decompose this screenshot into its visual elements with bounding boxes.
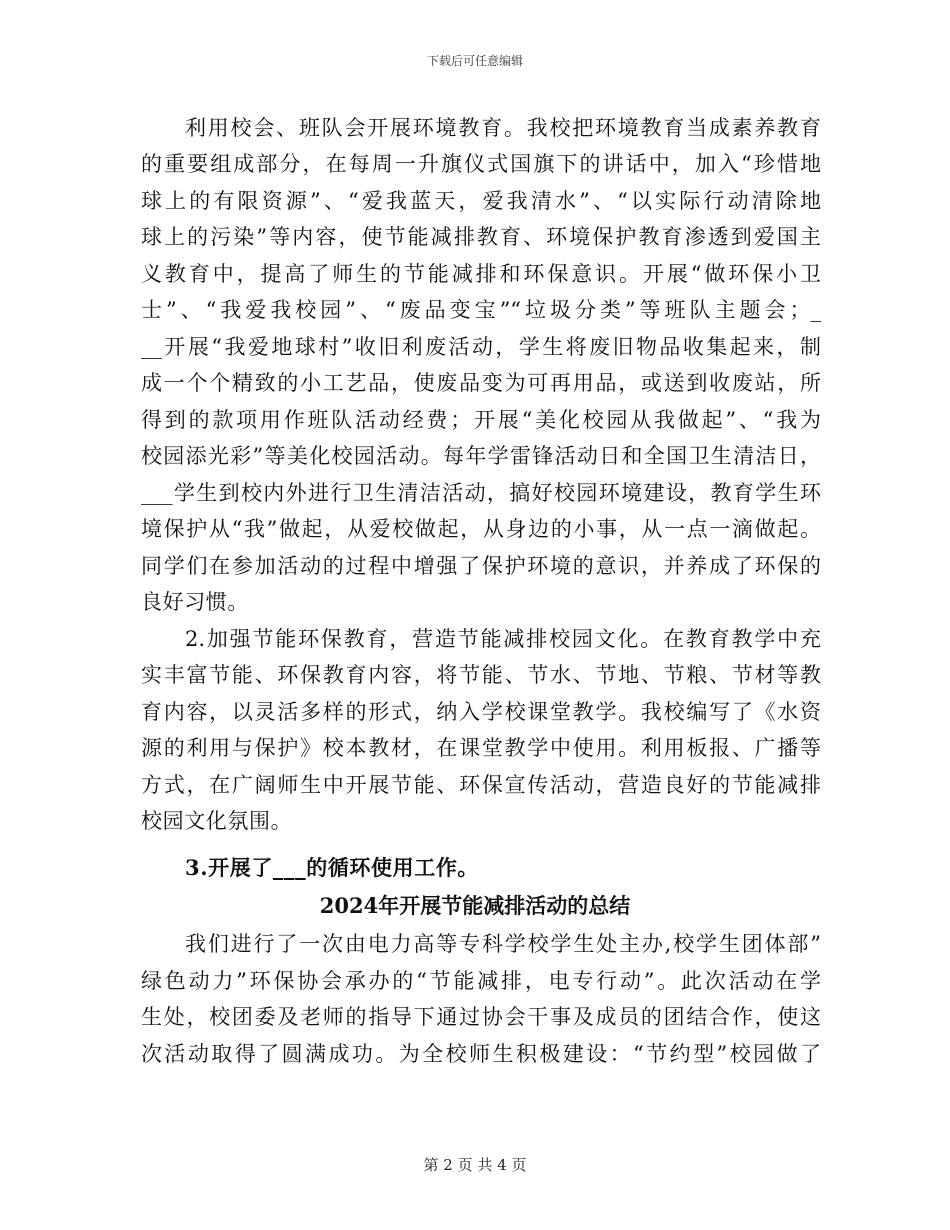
paragraph-2-line-5: 方式，在广阔师生中开展节能、环保宣传活动，营造良好的节能减排 xyxy=(141,773,821,797)
paragraph-1-line-14: 良好习惯。 xyxy=(141,590,249,614)
paragraph-2-line-1: 2.加强节能环保教育，营造节能减排校园文化。在教育教学中充 xyxy=(185,627,821,651)
paragraph-2-line-3: 育内容，以灵活多样的形式，纳入学校课堂教学。我校编写了《水资 xyxy=(141,700,821,724)
paragraph-1-line-4: 球上的污染”等内容，使节能减排教育、环境保护教育渗透到爱国主 xyxy=(141,225,821,249)
paragraph-1-line-2: 的重要组成部分，在每周一升旗仪式国旗下的讲话中，加入“珍惜地 xyxy=(141,152,821,176)
paragraph-3-line-2: 绿色动力”环保协会承办的“节能减排，电专行动”。此次活动在学 xyxy=(141,969,821,993)
paragraph-1-line-1: 利用校会、班队会开展环境教育。我校把环境教育当成素养教育 xyxy=(185,116,821,140)
paragraph-1-line-12: 境保护从“我”做起，从爱校做起，从身边的小事，从一点一滴做起。 xyxy=(141,517,821,541)
paragraph-2-line-6: 校园文化氛围。 xyxy=(141,809,293,833)
paragraph-1-line-6: 士”、“我爱我校园”、“废品变宝”“垃圾分类”等班队主题会；_ xyxy=(141,298,821,322)
paragraph-1-line-8: 成一个个精致的小工艺品，使废品变为可再用品，或送到收废站，所 xyxy=(141,371,821,395)
paragraph-1-line-5: 义教育中，提高了师生的节能减排和环保意识。开展“做环保小卫 xyxy=(141,262,821,286)
paragraph-1-line-9: 得到的款项用作班队活动经费；开展“美化校园从我做起”、“我为 xyxy=(141,408,821,432)
page-footer: 第 2 页 共 4 页 xyxy=(423,1156,527,1174)
paragraph-2-line-4: 源的利用与保护》校本教材，在课堂教学中使用。利用板报、广播等 xyxy=(141,736,821,760)
paragraph-1-line-10: 校园添光彩”等美化校园活动。每年学雷锋活动日和全国卫生清洁日， xyxy=(141,444,821,468)
paragraph-1-line-7: __开展“我爱地球村”收旧利废活动，学生将废旧物品收集起来，制 xyxy=(141,335,821,359)
paragraph-3-line-4: 次活动取得了圆满成功。为全校师生积极建设：“节约型”校园做了 xyxy=(141,1042,821,1066)
page-header: 下载后可任意编辑 xyxy=(426,54,523,68)
section-title: 2024年开展节能减排活动的总结 xyxy=(319,893,631,918)
paragraph-2-line-2: 实丰富节能、环保教育内容，将节能、节水、节地、节粮、节材等教 xyxy=(141,663,821,687)
paragraph-1-line-11: ___学生到校内外进行卫生清洁活动，搞好校园环境建设，教育学生环 xyxy=(141,481,821,505)
paragraph-3-line-1: 我们进行了一次由电力高等专科学校学生处主办,校学生团体部” xyxy=(185,932,821,956)
paragraph-1-line-3: 球上的有限资源”、“爱我蓝天，爱我清水”、“以实际行动清除地 xyxy=(141,189,821,213)
item-3-heading: 3.开展了___的循环使用工作。 xyxy=(185,855,480,880)
paragraph-1-line-13: 同学们在参加活动的过程中增强了保护环境的意识，并养成了环保的 xyxy=(141,554,821,578)
paragraph-3-line-3: 生处，校团委及老师的指导下通过协会干事及成员的团结合作，使这 xyxy=(141,1005,821,1029)
